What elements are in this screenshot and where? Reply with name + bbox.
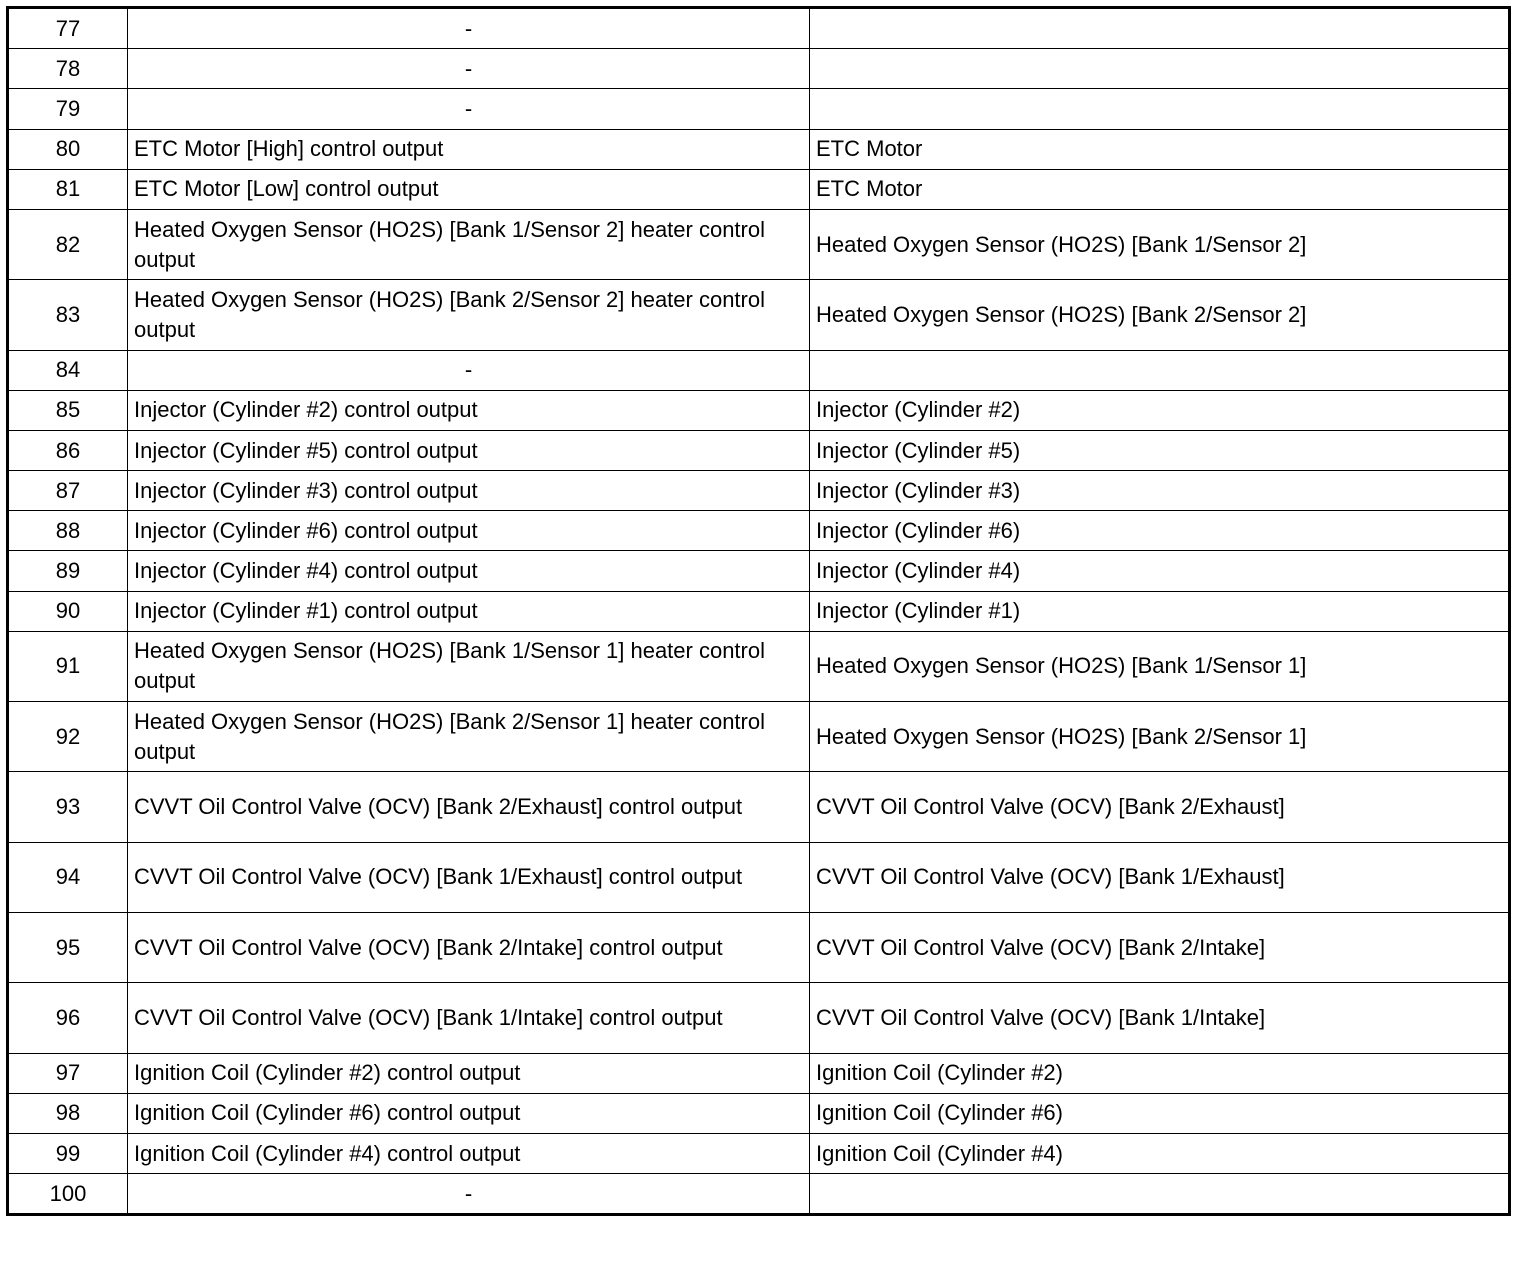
description-cell: Ignition Coil (Cylinder #4) control output — [128, 1134, 810, 1174]
description-cell: Ignition Coil (Cylinder #6) control output — [128, 1093, 810, 1133]
pin-number-cell: 78 — [8, 49, 128, 89]
connected-to-cell — [810, 8, 1510, 49]
connected-to-cell: Heated Oxygen Sensor (HO2S) [Bank 1/Sensor 1] — [810, 631, 1510, 701]
table-row — [8, 1174, 1510, 1215]
pin-number-cell: 84 — [8, 350, 128, 390]
pin-number-cell: 79 — [8, 89, 128, 129]
connected-to-cell — [810, 1174, 1510, 1215]
connected-to-cell — [810, 49, 1510, 89]
table-row — [8, 430, 1510, 470]
pin-number-cell: 95 — [8, 913, 128, 983]
description-cell: Heated Oxygen Sensor (HO2S) [Bank 2/Sensor 1] heater control output — [128, 702, 810, 772]
description-cell: ETC Motor [High] control output — [128, 129, 810, 169]
pin-number-cell: 94 — [8, 842, 128, 912]
table-row — [8, 983, 1510, 1053]
pin-number-cell: 83 — [8, 280, 128, 350]
table-row — [8, 511, 1510, 551]
description-cell: Heated Oxygen Sensor (HO2S) [Bank 1/Sensor 2] heater control output — [128, 209, 810, 279]
connected-to-cell: Ignition Coil (Cylinder #6) — [810, 1093, 1510, 1133]
table-row — [8, 350, 1510, 390]
table-row — [8, 842, 1510, 912]
connected-to-cell: Injector (Cylinder #4) — [810, 551, 1510, 591]
table-row — [8, 551, 1510, 591]
pin-number-cell: 100 — [8, 1174, 128, 1215]
table-row — [8, 1053, 1510, 1093]
connected-to-cell: ETC Motor — [810, 129, 1510, 169]
table-row — [8, 169, 1510, 209]
description-cell: CVVT Oil Control Valve (OCV) [Bank 2/Exhaust] control output — [128, 772, 810, 842]
connected-to-cell: Ignition Coil (Cylinder #2) — [810, 1053, 1510, 1093]
table-row — [8, 390, 1510, 430]
description-cell: - — [128, 8, 810, 49]
pin-number-cell: 92 — [8, 702, 128, 772]
table-row — [8, 280, 1510, 350]
description-cell: Injector (Cylinder #5) control output — [128, 430, 810, 470]
table-row — [8, 49, 1510, 89]
connected-to-cell: Injector (Cylinder #3) — [810, 471, 1510, 511]
description-cell: CVVT Oil Control Valve (OCV) [Bank 1/Exhaust] control output — [128, 842, 810, 912]
description-cell: - — [128, 49, 810, 89]
connected-to-cell: CVVT Oil Control Valve (OCV) [Bank 2/Intake] — [810, 913, 1510, 983]
connected-to-cell — [810, 89, 1510, 129]
pin-number-cell: 85 — [8, 390, 128, 430]
connected-to-cell: Heated Oxygen Sensor (HO2S) [Bank 2/Sensor 1] — [810, 702, 1510, 772]
table-row — [8, 591, 1510, 631]
pin-table — [6, 6, 1511, 1216]
table-row — [8, 89, 1510, 129]
pin-table-body — [8, 8, 1510, 1215]
connected-to-cell: Injector (Cylinder #6) — [810, 511, 1510, 551]
pin-number-cell: 87 — [8, 471, 128, 511]
pin-number-cell: 91 — [8, 631, 128, 701]
description-cell: Heated Oxygen Sensor (HO2S) [Bank 2/Sensor 2] heater control output — [128, 280, 810, 350]
table-row — [8, 913, 1510, 983]
table-row — [8, 631, 1510, 701]
description-cell: Injector (Cylinder #1) control output — [128, 591, 810, 631]
pin-number-cell: 98 — [8, 1093, 128, 1133]
connected-to-cell: Heated Oxygen Sensor (HO2S) [Bank 2/Sensor 2] — [810, 280, 1510, 350]
table-row — [8, 1093, 1510, 1133]
description-cell: ETC Motor [Low] control output — [128, 169, 810, 209]
description-cell: Ignition Coil (Cylinder #2) control output — [128, 1053, 810, 1093]
table-row — [8, 1134, 1510, 1174]
pin-number-cell: 99 — [8, 1134, 128, 1174]
connected-to-cell: CVVT Oil Control Valve (OCV) [Bank 2/Exhaust] — [810, 772, 1510, 842]
pin-number-cell: 86 — [8, 430, 128, 470]
connected-to-cell — [810, 350, 1510, 390]
connected-to-cell: ETC Motor — [810, 169, 1510, 209]
description-cell: CVVT Oil Control Valve (OCV) [Bank 2/Intake] control output — [128, 913, 810, 983]
description-cell: - — [128, 350, 810, 390]
pin-number-cell: 82 — [8, 209, 128, 279]
table-row — [8, 772, 1510, 842]
connected-to-cell: Injector (Cylinder #2) — [810, 390, 1510, 430]
description-cell: Injector (Cylinder #4) control output — [128, 551, 810, 591]
table-row — [8, 129, 1510, 169]
table-row — [8, 471, 1510, 511]
table-row — [8, 702, 1510, 772]
description-cell: CVVT Oil Control Valve (OCV) [Bank 1/Intake] control output — [128, 983, 810, 1053]
pin-number-cell: 96 — [8, 983, 128, 1053]
pin-number-cell: 88 — [8, 511, 128, 551]
pin-number-cell: 89 — [8, 551, 128, 591]
connected-to-cell: Injector (Cylinder #1) — [810, 591, 1510, 631]
description-cell: Heated Oxygen Sensor (HO2S) [Bank 1/Sensor 1] heater control output — [128, 631, 810, 701]
connected-to-cell: Heated Oxygen Sensor (HO2S) [Bank 1/Sensor 2] — [810, 209, 1510, 279]
pin-number-cell: 93 — [8, 772, 128, 842]
pin-number-cell: 77 — [8, 8, 128, 49]
description-cell: - — [128, 89, 810, 129]
connected-to-cell: CVVT Oil Control Valve (OCV) [Bank 1/Exhaust] — [810, 842, 1510, 912]
description-cell: Injector (Cylinder #2) control output — [128, 390, 810, 430]
table-row — [8, 209, 1510, 279]
pin-number-cell: 97 — [8, 1053, 128, 1093]
connected-to-cell: CVVT Oil Control Valve (OCV) [Bank 1/Intake] — [810, 983, 1510, 1053]
connected-to-cell: Injector (Cylinder #5) — [810, 430, 1510, 470]
description-cell: Injector (Cylinder #3) control output — [128, 471, 810, 511]
table-row — [8, 8, 1510, 49]
pin-number-cell: 80 — [8, 129, 128, 169]
connected-to-cell: Ignition Coil (Cylinder #4) — [810, 1134, 1510, 1174]
description-cell: Injector (Cylinder #6) control output — [128, 511, 810, 551]
pin-number-cell: 90 — [8, 591, 128, 631]
description-cell: - — [128, 1174, 810, 1215]
pin-number-cell: 81 — [8, 169, 128, 209]
